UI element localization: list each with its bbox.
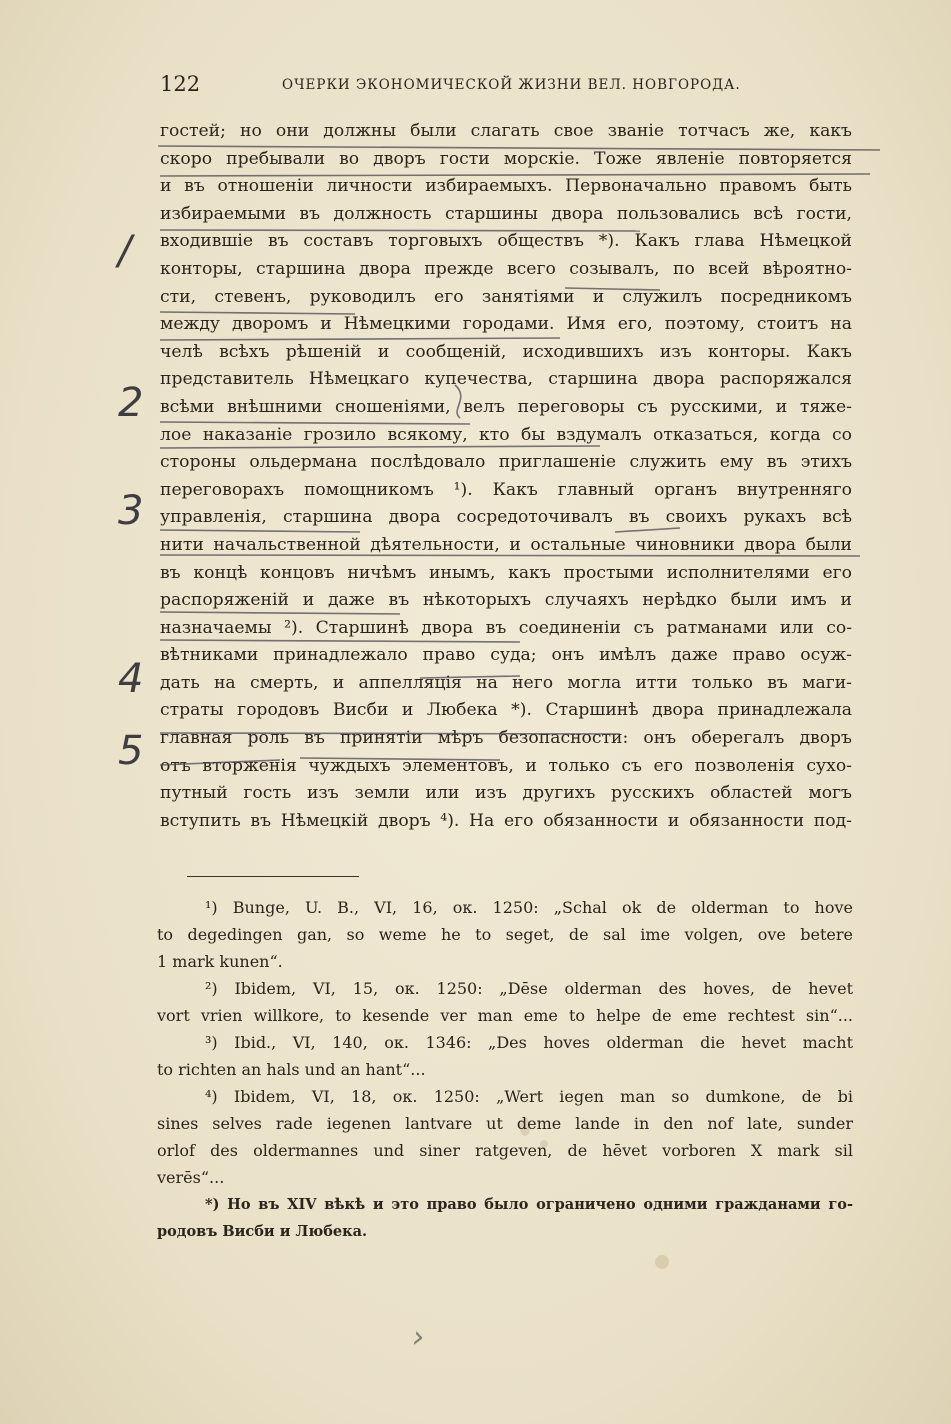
page-header — [160, 72, 860, 104]
running-title: ОЧЕРКИ ЭКОНОМИЧЕСКОЙ ЖИЗНИ ВЕЛ. НОВГОРОДА. — [282, 77, 741, 93]
footnote-line: ⁴) Ibidem, VI, 18, ок. 1250: „Wert iegen man so dumkone, de bi — [205, 1087, 853, 1106]
body-line: дать на смерть, и аппелляція на него могла итти только въ маги- — [160, 672, 852, 693]
margin-note-4: 4 — [118, 656, 144, 702]
footnote-line: sines selves rade iegenen lantvare ut deme lande in den nof late, sunder — [157, 1114, 853, 1133]
margin-note-1: / — [118, 228, 132, 274]
body-line: нити начальственной дѣятельности, и остальные чиновники двора были — [160, 534, 852, 555]
footnote-1 — [157, 894, 853, 975]
margin-note-3: 3 — [118, 488, 144, 534]
body-line: отъ вторженія чуждыхъ элементовъ, и только съ его позволенія сухо- — [160, 755, 852, 776]
footnote-line: ¹) Bunge, U. B., VI, 16, ок. 1250: „Schal ok de olderman to hove — [205, 898, 853, 917]
body-line: конторы, старшина двора прежде всего созывалъ, по всей вѣроятно- — [160, 258, 852, 279]
footnote-star — [157, 1191, 853, 1245]
body-line: переговорахъ помощникомъ ¹). Какъ главный органъ внутренняго — [160, 479, 852, 500]
body-line: челѣ всѣхъ рѣшеній и сообщеній, исходившихъ изъ конторы. Какъ — [160, 341, 852, 362]
body-text — [160, 118, 852, 835]
footnote-line: to degedingen gan, so weme he to seget, de sal ime volgen, ove betere — [157, 925, 853, 944]
footnote-line: родовъ Висби и Любека. — [157, 1223, 368, 1240]
body-line: стороны ольдермана послѣдовало приглашеніе служить ему въ этихъ — [160, 452, 852, 473]
page-number: 122 — [160, 72, 201, 96]
body-line: управленія, старшина двора сосредоточивалъ въ своихъ рукахъ всѣ — [160, 507, 852, 528]
footnote-3 — [157, 1029, 853, 1083]
body-line: входившіе въ составъ торговыхъ обществъ *). Какъ глава Нѣмецкой — [160, 231, 852, 252]
footnote-line: ³) Ibid., VI, 140, ок. 1346: „Des hoves olderman die hevet macht — [205, 1033, 853, 1052]
footnote-line: *) Но въ XIV вѣкѣ и это право было ограничено одними гражданами го- — [205, 1196, 853, 1213]
margin-note-2: 2 — [118, 380, 144, 426]
body-line: избираемыми въ должность старшины двора пользовались всѣ гости, — [160, 203, 852, 224]
paper-stain — [655, 1255, 669, 1269]
body-line: въ концѣ концовъ ничѣмъ инымъ, какъ простыми исполнителями его — [160, 562, 852, 583]
body-line: страты городовъ Висби и Любека *). Старшинѣ двора принадлежала — [160, 700, 852, 721]
body-line: вступить въ Нѣмецкій дворъ ⁴). На его обязанности и обязанности под- — [160, 810, 852, 831]
footnote-line: orlof des oldermannes und siner ratgeven, de hēvet vorboren X mark sil — [157, 1141, 853, 1160]
body-line: лое наказаніе грозило всякому, кто бы вздумалъ отказаться, когда со — [160, 424, 852, 445]
pencil-mark-bottom: › — [412, 1320, 424, 1355]
body-line: вѣтниками принадлежало право суда; онъ имѣлъ даже право осуж- — [160, 645, 852, 666]
footnote-line: verēs“... — [157, 1168, 225, 1187]
body-line: гостей; но они должны были слагать свое званіе тотчасъ же, какъ — [160, 121, 852, 141]
body-line: сти, стевенъ, руководилъ его занятіями и служилъ посредникомъ — [160, 286, 852, 307]
body-line: между дворомъ и Нѣмецкими городами. Имя его, поэтому, стоитъ на — [160, 314, 852, 335]
body-line: путный гость изъ земли или изъ другихъ русскихъ областей могъ — [160, 783, 852, 804]
footnote-line: ²) Ibidem, VI, 15, ок. 1250: „Dēse olderman des hoves, de hevet — [205, 979, 853, 998]
body-line: скоро пребывали во дворъ гости морскіе. Тоже явленіе повторяется — [160, 148, 852, 169]
body-line: представитель Нѣмецкаго купечества, старшина двора распоряжался — [160, 369, 852, 390]
footnotes — [157, 894, 853, 1245]
footnote-4 — [157, 1083, 853, 1191]
body-line: распоряженій и даже въ нѣкоторыхъ случаяхъ нерѣдко были имъ и — [160, 590, 852, 611]
margin-note-5: 5 — [118, 728, 144, 774]
footnote-line: vort vrien willkore, to kesende ver man eme to helpe de eme rechtest sin“... — [157, 1006, 853, 1025]
footnote-line: 1 mark kunen“. — [157, 952, 283, 971]
body-line: всѣми внѣшними сношеніями, велъ переговоры съ русскими, и тяже- — [160, 396, 852, 417]
body-line: главная роль въ принятіи мѣръ безопасности: онъ оберегалъ дворъ — [160, 728, 852, 749]
footnote-2 — [157, 975, 853, 1029]
body-line: и въ отношеніи личности избираемыхъ. Первоначально правомъ быть — [160, 176, 852, 197]
footnote-divider — [187, 876, 359, 877]
body-line: назначаемы ²). Старшинѣ двора въ соединеніи съ ратманами или со- — [160, 617, 852, 638]
footnote-line: to richten an hals und an hant“... — [157, 1060, 426, 1079]
